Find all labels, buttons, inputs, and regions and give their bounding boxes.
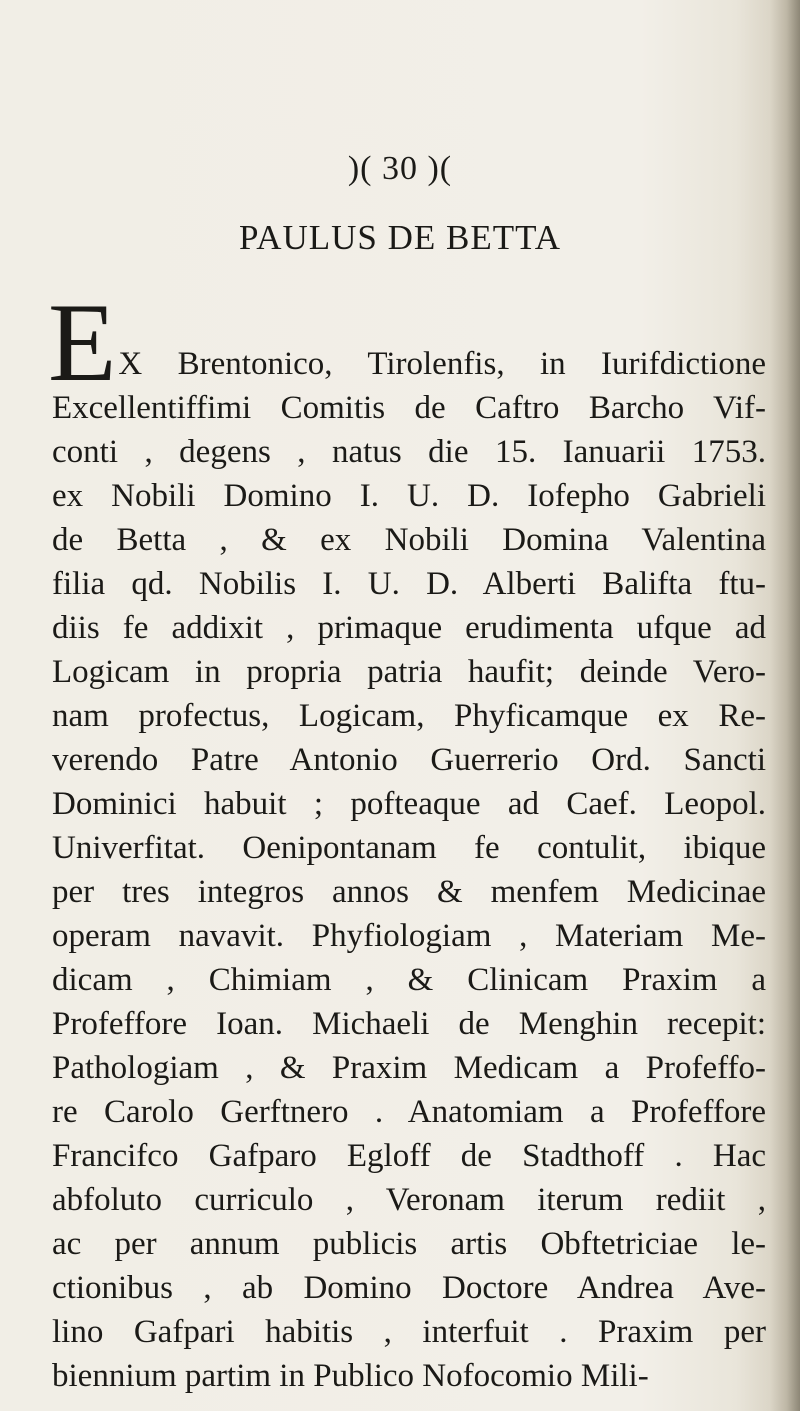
text-line: Dominici habuit ; pofteaque ad Caef. Leopol. xyxy=(52,786,766,822)
text-line: ac per annum publicis artis Obftetriciae le- xyxy=(52,1226,766,1262)
text-line: biennium partim in Publico Nofocomio Mili- xyxy=(52,1358,649,1394)
text-line: Francifco Gafparo Egloff de Stadthoff . Hac xyxy=(52,1138,766,1174)
page-title: PAULUS DE BETTA xyxy=(238,218,562,257)
text-line: re Carolo Gerftnero . Anatomiam a Profeffore xyxy=(52,1094,766,1130)
text-line: Logicam in propria patria haufit; deinde Vero- xyxy=(52,654,766,690)
text-line: per tres integros annos & menfem Medicinae xyxy=(52,874,766,910)
drop-cap: E xyxy=(48,281,117,405)
text-line: lino Gafpari habitis , interfuit . Praxim per xyxy=(52,1314,766,1350)
text-line: Excellentiffimi Comitis de Caftro Barcho Vif- xyxy=(52,390,766,426)
text-line: filia qd. Nobilis I. U. D. Alberti Balifta ftu- xyxy=(52,566,766,602)
text-line: abfoluto curriculo , Veronam iterum rediit , xyxy=(52,1182,766,1218)
text-line: de Betta , & ex Nobili Domina Valentina xyxy=(52,522,766,558)
text-line: Pathologiam , & Praxim Medicam a Profeffo- xyxy=(52,1050,766,1086)
text-line: operam navavit. Phyfiologiam , Materiam Me- xyxy=(52,918,766,954)
text-line: X Brentonico, Tirolenfis, in Iurifdictione xyxy=(118,346,766,382)
body-paragraph xyxy=(48,281,766,1398)
text-line: verendo Patre Antonio Guerrerio Ord. Sancti xyxy=(52,742,766,778)
text-line: ctionibus , ab Domino Doctore Andrea Ave- xyxy=(52,1270,766,1306)
text-line: diis fe addixit , primaque erudimenta ufque ad xyxy=(52,610,766,646)
text-line: ex Nobili Domino I. U. D. Iofepho Gabrieli xyxy=(52,478,766,514)
text-line: dicam , Chimiam , & Clinicam Praxim a xyxy=(52,962,766,998)
binding-shadow xyxy=(770,0,800,1411)
page-number-header: )( 30 )( xyxy=(347,150,453,187)
text-line: Profeffore Ioan. Michaeli de Menghin recepit: xyxy=(52,1006,766,1042)
text-line: nam profectus, Logicam, Phyficamque ex Re- xyxy=(52,698,766,734)
text-line: conti , degens , natus die 15. Ianuarii 1753. xyxy=(52,434,766,470)
text-line: Univerfitat. Oenipontanam fe contulit, ibique xyxy=(52,830,766,866)
